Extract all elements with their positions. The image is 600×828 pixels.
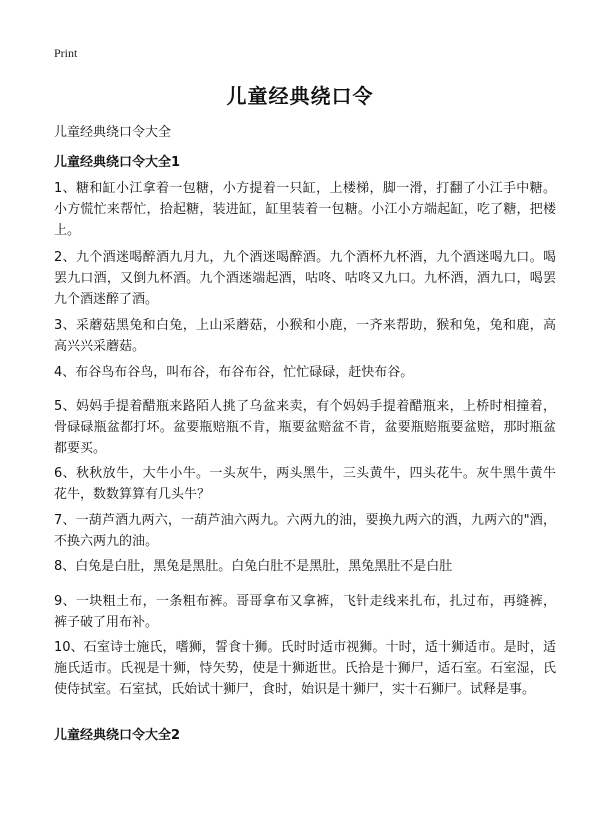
paragraph-8: 8、白兔是白肚，黑兔是黑肚。白兔白肚不是黑肚，黑兔黑肚不是白肚	[54, 559, 453, 574]
section-heading-1: 儿童经典绕口令大全1	[54, 155, 181, 170]
paragraph-4: 4、布谷鸟布谷鸟，叫布谷，布谷布谷，忙忙碌碌，赶快布谷。	[54, 365, 414, 380]
paragraph-1: 1、糖和缸小江拿着一包糖，小方提着一只缸，上楼梯，脚一滑，打翻了小江手中糖。小方慌忙来帮忙，拾起糖，装进缸，缸里装着一包糖。小江小方端起缸，吃了糖，把楼上。	[54, 181, 556, 238]
print-link[interactable]: Print	[54, 46, 78, 60]
paragraph-10: 10、石室诗士施氏，嗜狮，誓食十狮。氏时时适市视狮。十时，适十狮适市。是时，适施氏适市。氏视是十狮，恃矢势，使是十狮逝世。氏拾是十狮尸，适石室。石室湿，氏使侍拭室。石室拭，氏始试十狮尸，食时，始识是十狮尸，实十石狮尸。试释是事。	[54, 640, 556, 697]
page-title: 儿童经典绕口令	[226, 84, 374, 108]
paragraph-3: 3、采蘑菇黑兔和白兔，上山采蘑菇，小猴和小鹿，一齐来帮助，猴和兔，兔和鹿，高高兴兴采蘑菇。	[54, 318, 556, 354]
paragraph-7: 7、一葫芦酒九两六，一葫芦油六两九。六两九的油，要换九两六的酒，九两六的"酒，不换六两九的油。	[54, 513, 556, 549]
page-subtitle: 儿童经典绕口令大全	[54, 125, 172, 140]
paragraph-5: 5、妈妈手提着醋瓶来路陌人挑了乌盆来卖，有个妈妈手提着醋瓶来，上桥时相撞着，骨碌碌瓶盆都打坏。盆要瓶赔瓶不肯，瓶要盆赔盆不肯，盆要瓶赔瓶要盆赔，那时瓶盆都要买。	[54, 399, 556, 456]
paragraph-6: 6、秋秋放牛，大牛小牛。一头灰牛，两头黑牛，三头黄牛，四头花牛。灰牛黑牛黄牛花牛，数数算算有几头牛？	[54, 466, 556, 502]
section-heading-2: 儿童经典绕口令大全2	[54, 728, 181, 743]
paragraph-9: 9、一块粗土布，一条粗布裤。哥哥拿布又拿裤，飞针走线来扎布，扎过布，再缝裤，裤子破了用布补。	[54, 594, 556, 630]
paragraph-2: 2、九个酒迷喝醉酒九月九，九个酒迷喝醉酒。九个酒杯九杯酒，九个酒迷喝九口。喝罢九口酒，又倒九杯酒。九个酒迷端起酒，咕咚、咕咚又九口。九杯酒，酒九口，喝罢九个酒迷醉了酒。	[54, 250, 556, 307]
